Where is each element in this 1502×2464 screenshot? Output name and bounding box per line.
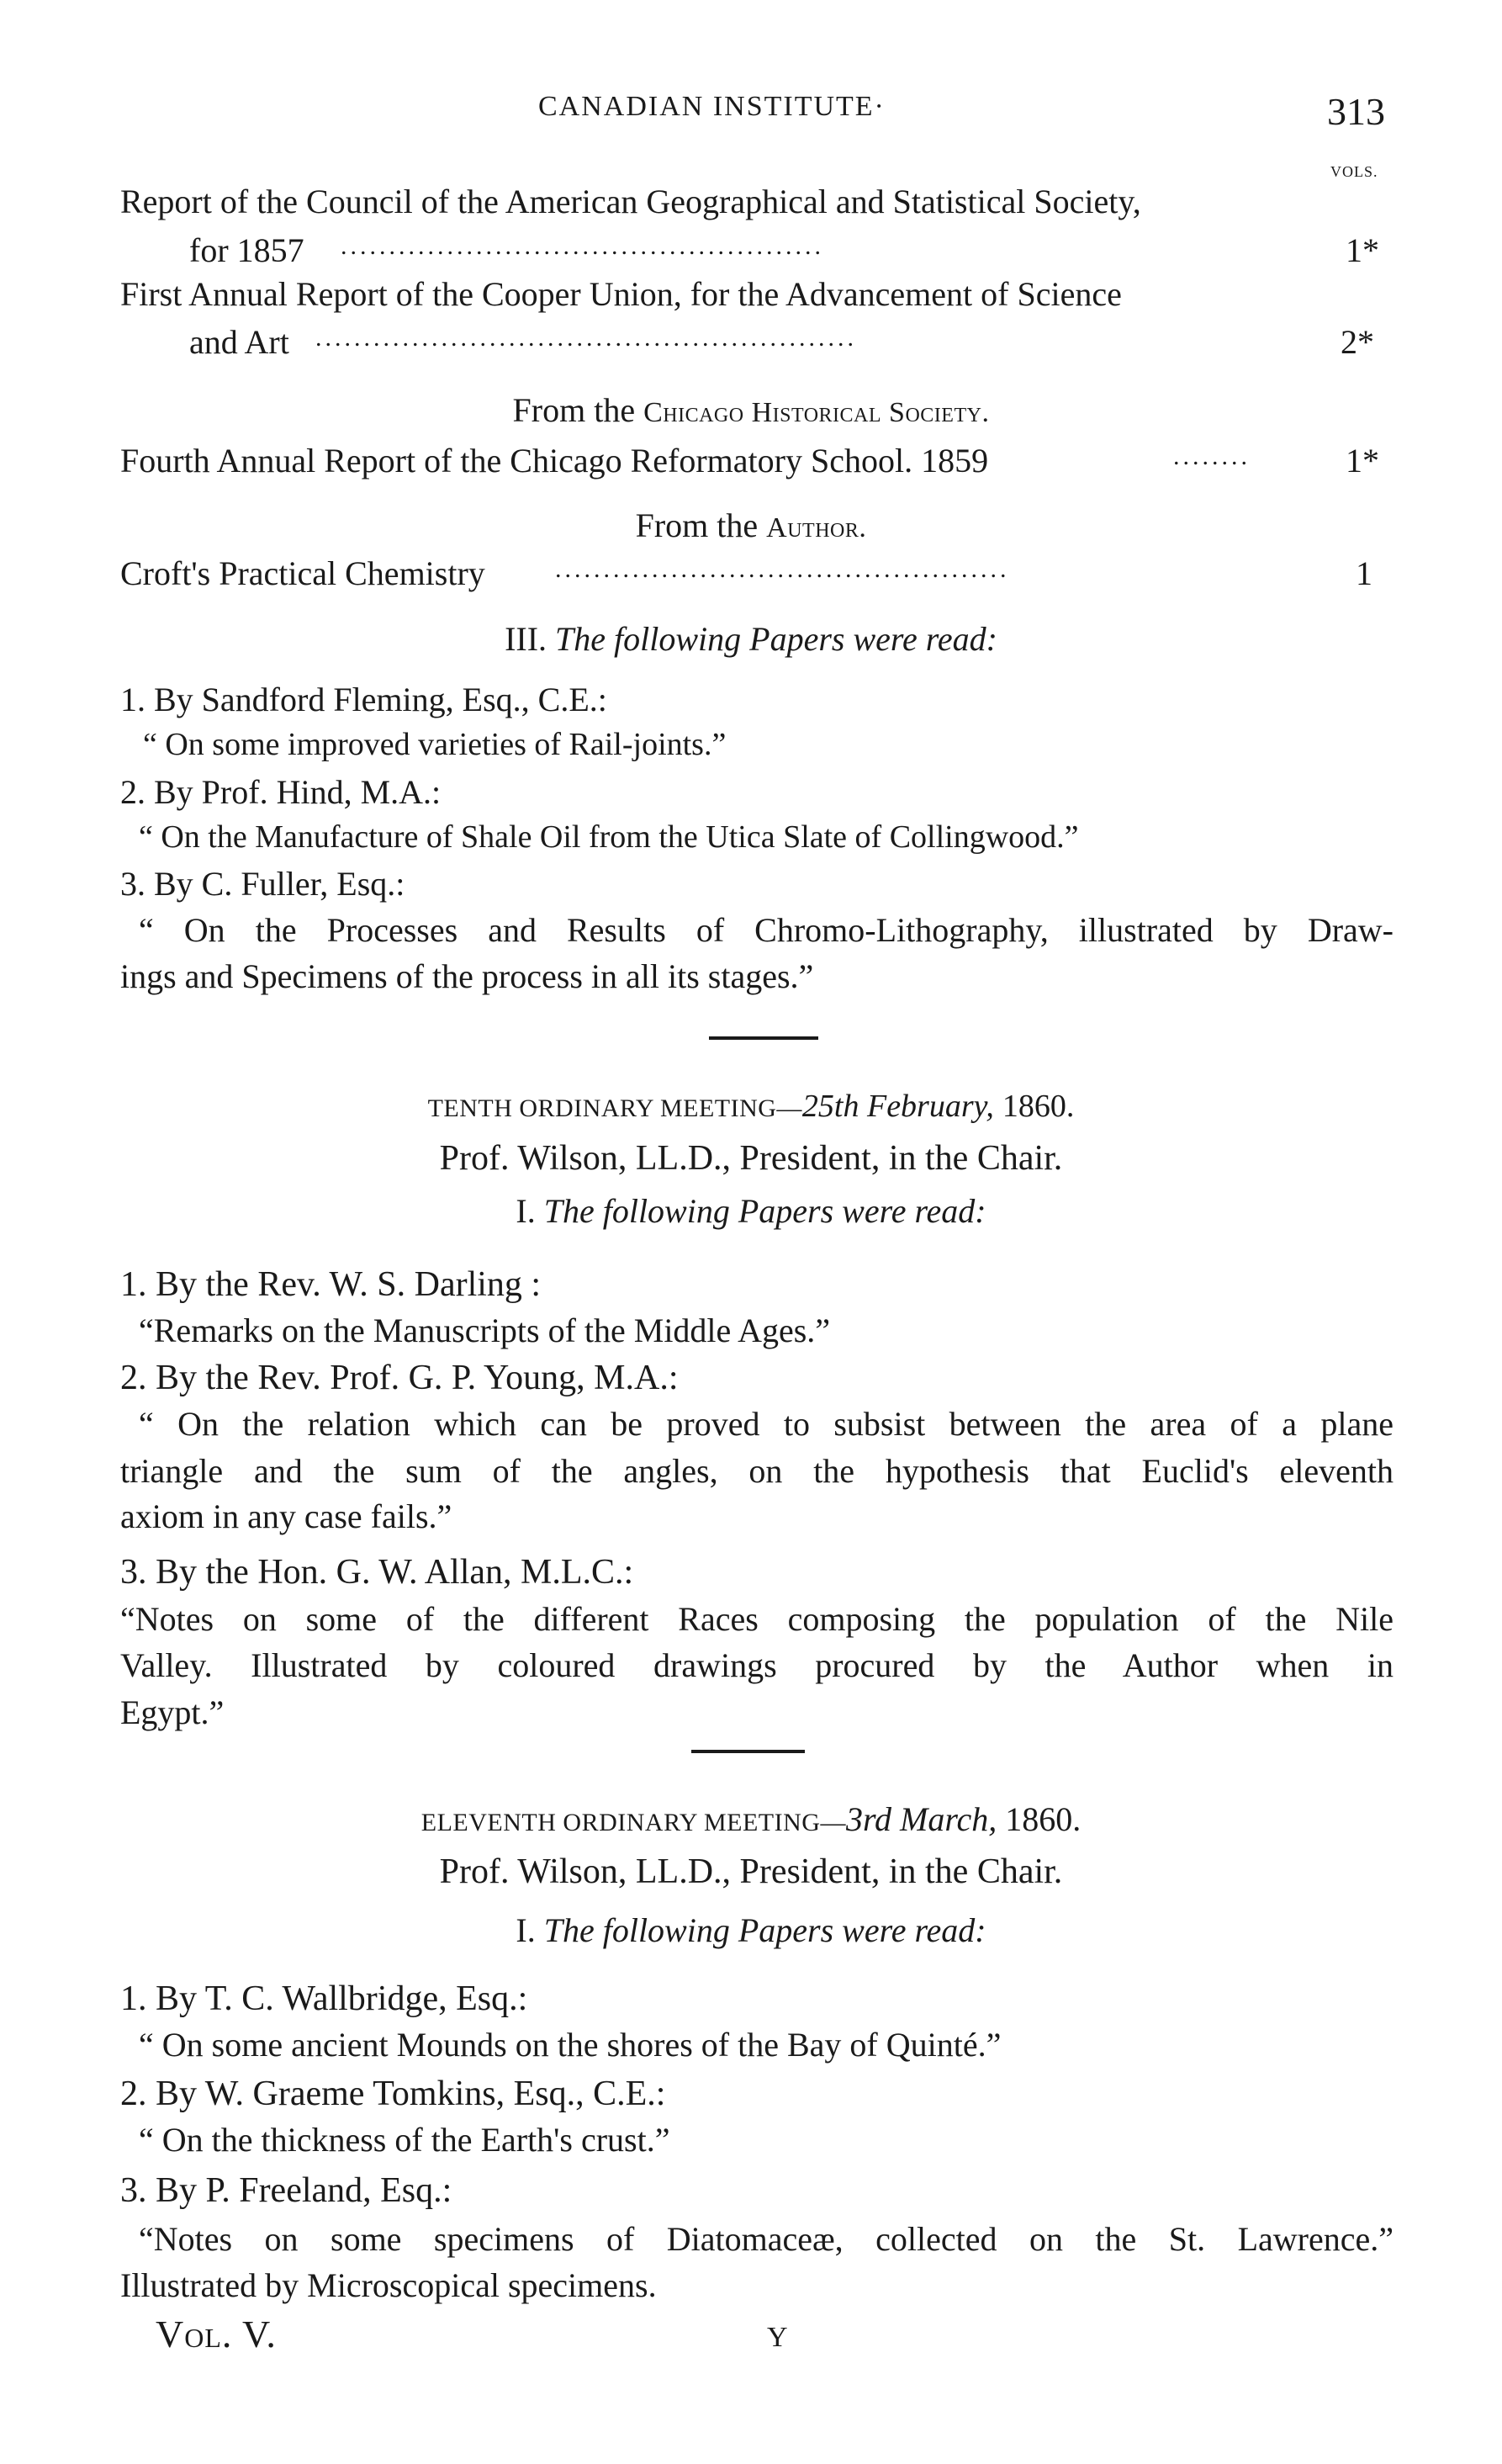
eleventh-paper-3-title-line1: “Notes on some specimens of Diatomaceæ, collected on the St. Lawrence.” xyxy=(139,2220,1394,2258)
from-chicago-line xyxy=(0,391,1502,429)
section-rule-2 xyxy=(691,1750,805,1753)
donation-1-leaders: .................................................. xyxy=(341,232,824,260)
paper-number: 2. xyxy=(120,2075,147,2113)
from-author-line xyxy=(0,506,1502,544)
donation-1-vols: 1* xyxy=(1346,231,1379,269)
paper-number: 2. xyxy=(120,773,145,811)
section-rule-1 xyxy=(709,1036,818,1040)
paper-1-title: “ On some improved varieties of Rail-joints.” xyxy=(143,727,727,762)
paper-author: By the Rev. Prof. G. P. Young, M.A.: xyxy=(156,1359,679,1397)
tenth-paper-3-title-line2: Valley. Illustrated by coloured drawings procured by the Author when in xyxy=(120,1646,1394,1684)
eleventh-meeting-label: ELEVENTH ORDINARY MEETING— xyxy=(420,1809,846,1836)
chicago-item-text: Fourth Annual Report of the Chicago Reformatory School. 1859 xyxy=(120,442,989,480)
donation-2-line1: First Annual Report of the Cooper Union, for the Advancement of Science xyxy=(120,275,1122,313)
eleventh-paper-1-by xyxy=(120,1981,527,2016)
paper-author: By Prof. Hind, M.A.: xyxy=(154,773,442,811)
tenth-paper-3-title-line3: Egypt.” xyxy=(120,1693,225,1731)
section-heading-text: The following Papers were read: xyxy=(555,620,997,658)
donation-1-line2: for 1857 xyxy=(189,231,304,269)
donation-2-vols: 2* xyxy=(1341,323,1374,361)
volume-signature: Vol. V. xyxy=(156,2313,277,2355)
tenth-papers-heading xyxy=(0,1192,1502,1230)
paper-3-by xyxy=(120,867,405,901)
paper-author: By the Hon. G. W. Allan, M.L.C.: xyxy=(156,1553,634,1592)
eleventh-paper-1-title: “ On some ancient Mounds on the shores of the Bay of Quinté.” xyxy=(139,2026,1002,2064)
running-title: CANADIAN INSTITUTE· xyxy=(538,91,886,122)
from-chicago-source: Chicago Historical Society. xyxy=(643,397,990,428)
author-item-text: Croft's Practical Chemistry xyxy=(120,554,485,592)
tenth-paper-3-by xyxy=(120,1555,633,1590)
section-papers-heading xyxy=(0,620,1502,658)
eleventh-meeting-heading xyxy=(0,1800,1502,1838)
tenth-paper-2-title-line3: axiom in any case fails.” xyxy=(120,1497,452,1535)
paper-number: 2. xyxy=(120,1359,147,1397)
from-author-prefix: From the xyxy=(635,506,759,544)
eleventh-paper-2-title: “ On the thickness of the Earth's crust.” xyxy=(139,2121,670,2159)
tenth-paper-3-title-line1: “Notes on some of the different Races composing the population of the Nile xyxy=(120,1600,1394,1638)
tenth-meeting-chair: Prof. Wilson, LL.D., President, in the Chair. xyxy=(439,1139,1063,1178)
paper-author: By C. Fuller, Esq.: xyxy=(154,865,405,903)
chicago-item-vols: 1* xyxy=(1346,442,1379,480)
vols-column-label: VOLS. xyxy=(1330,163,1378,180)
tenth-meeting-label: TENTH ORDINARY MEETING— xyxy=(427,1094,802,1122)
eleventh-heading-text: The following Papers were read: xyxy=(543,1911,986,1949)
paper-2-by xyxy=(120,773,442,811)
paper-number: 3. xyxy=(120,2171,147,2210)
tenth-paper-2-title-line1: “ On the relation which can be proved to subsist between the area of a plane xyxy=(139,1405,1394,1443)
eleventh-meeting-chair: Prof. Wilson, LL.D., President, in the Chair. xyxy=(439,1852,1063,1891)
eleventh-papers-heading xyxy=(0,1911,1502,1949)
paper-author: By T. C. Wallbridge, Esq.: xyxy=(156,1979,528,2018)
paper-author: By W. Graeme Tomkins, Esq., C.E.: xyxy=(156,2075,666,2113)
author-item-leaders: ............................................... xyxy=(555,555,1010,583)
donation-2-leaders: ........................................................ xyxy=(315,324,857,352)
tenth-paper-1-by xyxy=(120,1267,541,1302)
paper-number: 3. xyxy=(120,1553,147,1592)
paper-author: By the Rev. W. S. Darling : xyxy=(156,1265,542,1304)
eleventh-paper-3-title-line2: Illustrated by Microscopical specimens. xyxy=(120,2266,657,2304)
eleventh-meeting-date: 3rd March, xyxy=(845,1800,997,1838)
from-chicago-prefix: From the xyxy=(512,391,636,429)
donation-1-line1: Report of the Council of the American Geographical and Statistical Society, xyxy=(120,183,1141,220)
tenth-paper-2-title-line2: triangle and the sum of the angles, on the hypothesis that Euclid's eleventh xyxy=(120,1452,1394,1490)
author-item-vols: 1 xyxy=(1356,554,1372,592)
paper-number: 1. xyxy=(120,1979,147,2018)
tenth-paper-2-by xyxy=(120,1360,679,1396)
printer-signature-mark: Y xyxy=(767,2322,788,2353)
paper-author: By Sandford Fleming, Esq., C.E.: xyxy=(154,681,607,718)
donation-2-line2: and Art xyxy=(189,323,289,361)
paper-3-title-line2: ings and Specimens of the process in all its stages.” xyxy=(120,957,814,995)
section-numeral: III. xyxy=(505,620,547,658)
tenth-heading-text: The following Papers were read: xyxy=(543,1192,986,1230)
tenth-meeting-year: 1860. xyxy=(1002,1089,1075,1124)
paper-number: 1. xyxy=(120,681,145,718)
chicago-item-leaders: ........ xyxy=(1173,442,1251,470)
eleventh-paper-2-by xyxy=(120,2076,665,2112)
paper-author: By P. Freeland, Esq.: xyxy=(156,2171,452,2210)
tenth-meeting-heading xyxy=(0,1089,1502,1122)
paper-1-by xyxy=(120,683,607,717)
paper-3-title-line1: “ On the Processes and Results of Chromo-Lithography, illustrated by Draw- xyxy=(139,911,1394,949)
from-author-source: Author. xyxy=(766,512,867,543)
page-number: 313 xyxy=(1327,90,1385,133)
tenth-meeting-date: 25th February, xyxy=(801,1089,994,1124)
tenth-paper-1-title: “Remarks on the Manuscripts of the Middle Ages.” xyxy=(139,1311,831,1349)
paper-2-title: “ On the Manufacture of Shale Oil from the Utica Slate of Collingwood.” xyxy=(139,819,1079,855)
tenth-numeral: I. xyxy=(516,1192,536,1230)
eleventh-paper-3-by xyxy=(120,2173,452,2208)
eleventh-meeting-year: 1860. xyxy=(1005,1800,1082,1838)
paper-number: 1. xyxy=(120,1265,147,1304)
paper-number: 3. xyxy=(120,865,145,903)
eleventh-numeral: I. xyxy=(516,1911,536,1949)
